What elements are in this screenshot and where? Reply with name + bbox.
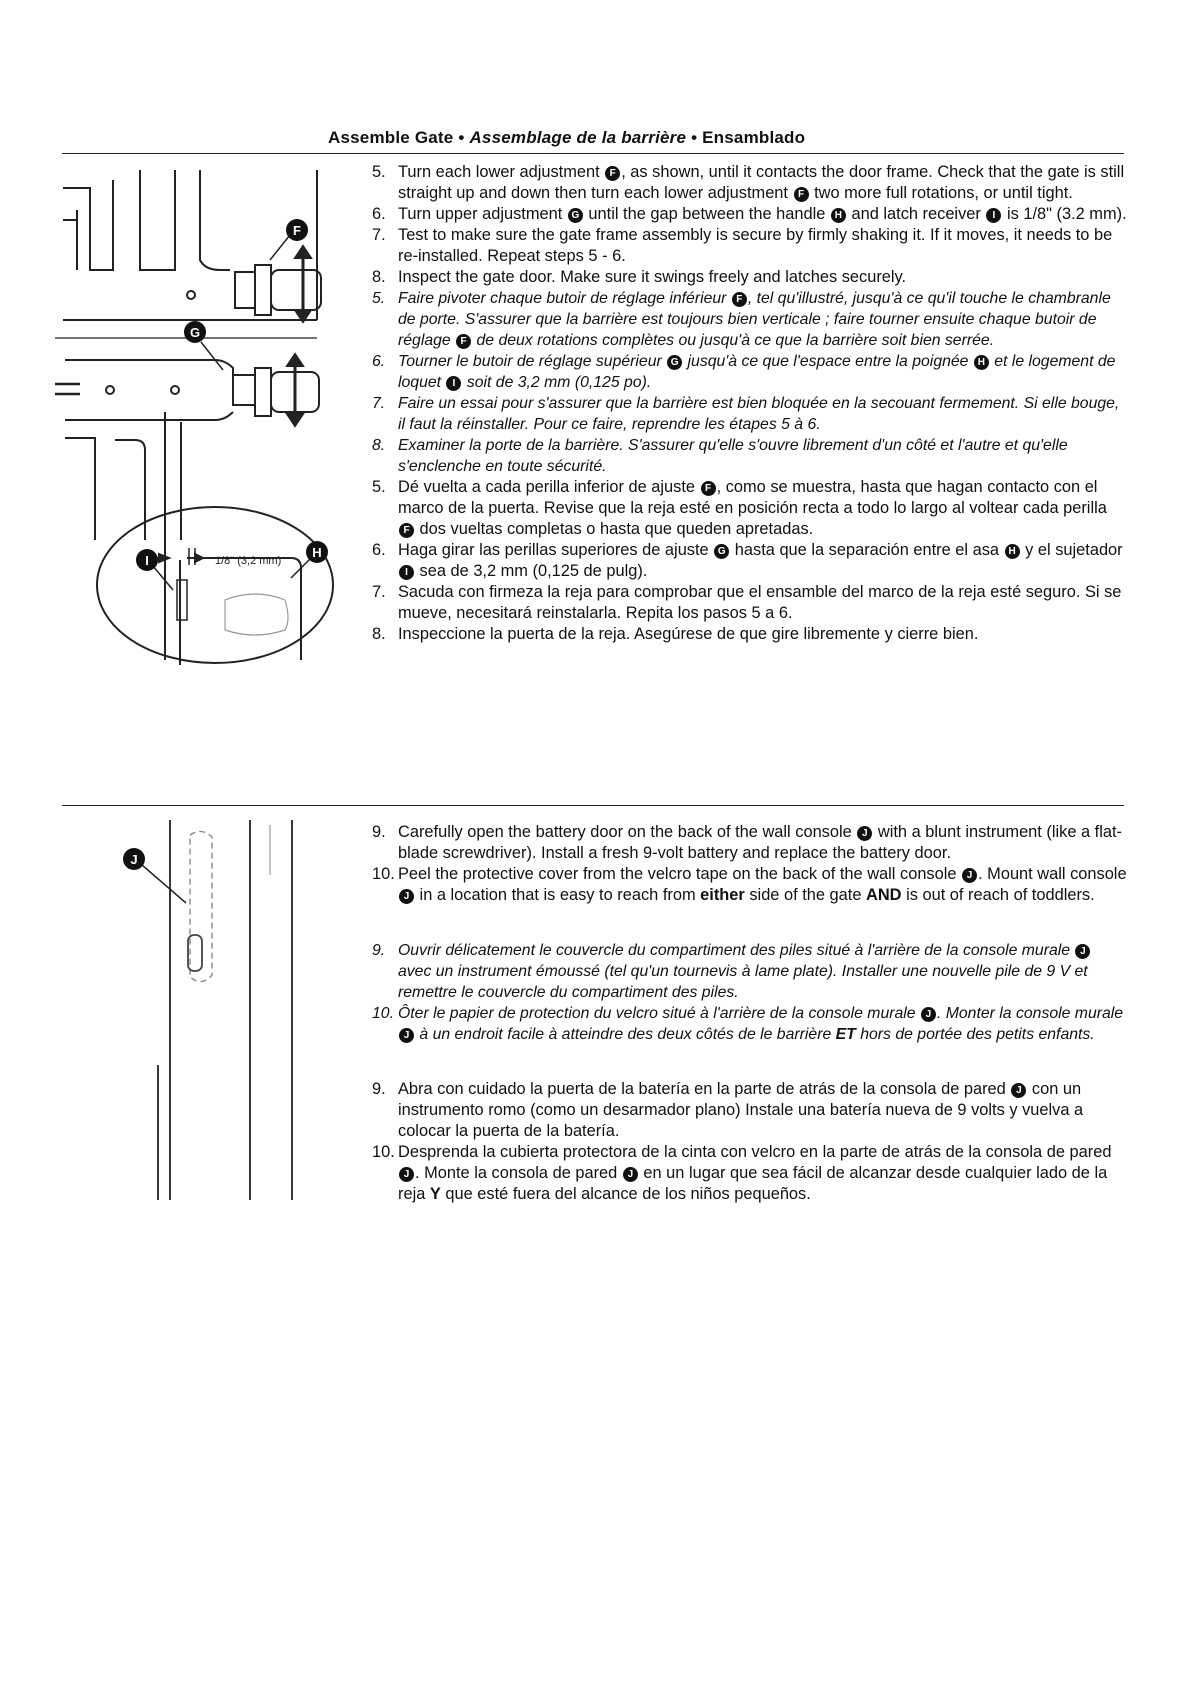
step-text: Peel the protective cover from the velcro tape on the back of the wall console (398, 865, 962, 883)
instruction-step (372, 204, 1127, 225)
step-text: . Monter la console murale (936, 1005, 1124, 1022)
step-number: 5. (372, 163, 386, 181)
callout-badge-icon: J (962, 868, 977, 883)
callout-badge-icon: F (399, 523, 414, 538)
step-number: 9. (372, 823, 386, 841)
page-title (328, 128, 805, 148)
step-number: 10. (372, 865, 395, 883)
step-text: dos vueltas completas o hasta que queden apretadas. (415, 520, 814, 538)
section-1-text (372, 162, 1127, 645)
section-divider (62, 805, 1124, 806)
step-text: sea de 3,2 mm (0,125 de pulg). (415, 562, 648, 580)
step-text: side of the gate (744, 886, 866, 904)
callout-badge-icon: I (399, 565, 414, 580)
step-text: Haga girar las perillas superiores de ajuste (398, 541, 714, 559)
title-french: Assemblage de la barrière (469, 128, 687, 147)
step-number: 6. (372, 541, 386, 559)
instruction-step (372, 1079, 1127, 1142)
step-text: and latch receiver (846, 205, 986, 223)
header-rule (62, 153, 1124, 154)
wall-console-outline (190, 831, 212, 981)
instruction-step (372, 225, 1127, 267)
instruction-step (372, 393, 1127, 435)
step-number: 6. (372, 353, 386, 370)
step-number: 10. (372, 1005, 394, 1022)
callout-badge-icon: J (399, 889, 414, 904)
callout-badge-icon: H (831, 208, 846, 223)
callout-badge-icon: G (714, 544, 729, 559)
instruction-step (372, 477, 1127, 540)
step-text: Inspect the gate door. Make sure it swings freely and latches securely. (398, 268, 907, 286)
step-text: y el sujetador (1020, 541, 1123, 559)
figure-wall-console (120, 815, 320, 1205)
step-emphasis: ET (835, 1026, 856, 1043)
step-emphasis: Y (429, 1185, 441, 1203)
callout-badge-icon: J (399, 1167, 414, 1182)
callout-badge-icon: J (399, 1028, 414, 1043)
callout-badge-icon: I (986, 208, 1001, 223)
instruction-step (372, 540, 1127, 582)
step-text: Examiner la porte de la barrière. S'assurer qu'elle s'ouvre librement d'un côté et l'autre et qu'elle s'enclenche en toute sécurité. (398, 437, 1068, 475)
step-text: Dé vuelta a cada perilla inferior de ajuste (398, 478, 700, 496)
step-text: Faire un essai pour s'assurer que la barrière est bien bloquée en la secouant fermement. Si elle bouge, il faut la réinstaller. Pour ce faire, reprendre les étapes 5 à 6. (398, 395, 1120, 433)
latch-detail-oval (97, 507, 333, 663)
instruction-step (372, 624, 1127, 645)
step-text: Tourner le butoir de réglage supérieur (398, 353, 667, 370)
lower-adjuster-knob (255, 265, 271, 315)
instruction-step (372, 1142, 1127, 1205)
step-text: con un instrumento romo (como un desarmador plano) Instale una batería nueva de 9 volts y vuelva a colocar la puerta de la batería. (398, 1080, 1084, 1140)
steps-french-2 (372, 940, 1127, 1045)
step-text: is 1/8" (3.2 mm). (1002, 205, 1127, 223)
callout-badge-icon: J (1075, 944, 1090, 959)
callout-badge-icon: F (794, 187, 809, 202)
step-number: 7. (372, 226, 386, 244)
step-text: soit de 3,2 mm (0,125 po). (462, 374, 652, 391)
gate-frame-top (63, 180, 113, 270)
callout-g (184, 321, 206, 343)
callout-j (123, 848, 145, 870)
steps-spanish-2 (372, 1079, 1127, 1205)
step-text: , as shown, until it contacts the door frame. Check that the gate is still straight up and down then turn each lower adjustment (398, 163, 1125, 202)
step-text: Inspeccione la puerta de la reja. Asegúrese de que gire libremente y cierre bien. (398, 625, 979, 643)
step-number: 7. (372, 395, 386, 412)
svg-text:F: F (293, 223, 301, 238)
step-number: 5. (372, 290, 386, 307)
step-text: et le logement de loquet (398, 353, 1116, 391)
step-number: 9. (372, 942, 386, 959)
callout-h (306, 541, 328, 563)
callout-badge-icon: J (857, 826, 872, 841)
svg-text:G: G (189, 325, 201, 340)
callout-badge-icon: F (605, 166, 620, 181)
step-number: 8. (372, 437, 386, 454)
callout-badge-icon: I (446, 376, 461, 391)
step-text: . Monte la consola de pared (415, 1164, 622, 1182)
step-number: 6. (372, 205, 386, 223)
callout-badge-icon: F (456, 334, 471, 349)
step-number: 9. (372, 1080, 386, 1098)
step-emphasis: either (700, 886, 745, 904)
step-text: two more full rotations, or until tight. (809, 184, 1073, 202)
steps-english-2 (372, 822, 1127, 906)
instruction-step (372, 435, 1127, 477)
step-text: avec un instrument émoussé (tel qu'un tournevis à lame plate). Installer une nouvelle pile de 9 V et remettre le couvercle du compartiment des piles. (398, 963, 1088, 1001)
callout-badge-icon: J (921, 1007, 936, 1022)
svg-text:J: J (130, 852, 138, 867)
step-emphasis: AND (866, 886, 902, 904)
instruction-step (372, 864, 1127, 906)
instruction-step (372, 940, 1127, 1003)
step-text: Ouvrir délicatement le couvercle du compartiment des piles situé à l'arrière de la console murale (398, 942, 1075, 959)
callout-badge-icon: G (667, 355, 682, 370)
callout-badge-icon: G (568, 208, 583, 223)
step-number: 8. (372, 268, 386, 286)
callout-i (136, 549, 158, 571)
instruction-step (372, 582, 1127, 624)
step-text: Faire pivoter chaque butoir de réglage inférieur (398, 290, 731, 307)
step-number: 7. (372, 583, 386, 601)
step-number: 5. (372, 478, 386, 496)
step-text: in a location that is easy to reach from (415, 886, 701, 904)
step-text: que esté fuera del alcance de los niños pequeños. (440, 1185, 811, 1203)
step-text: , tel qu'illustré, jusqu'à ce qu'il touche le chambranle de porte. S'assurer que la barrière est toujours bien verticale ; faire tourner ensuite chaque butoir de réglage (398, 290, 1111, 349)
step-text: en un lugar que sea fácil de alcanzar desde cualquier lado de la reja (398, 1164, 1108, 1203)
steps-spanish-1 (372, 477, 1127, 645)
instruction-step (372, 351, 1127, 393)
callout-badge-icon: F (701, 481, 716, 496)
callout-badge-icon: F (732, 292, 747, 307)
step-text: Turn upper adjustment (398, 205, 567, 223)
svg-text:I: I (145, 553, 149, 568)
step-text: à un endroit facile à atteindre des deux côtés de le barrière (415, 1026, 836, 1043)
instruction-step (372, 1003, 1127, 1045)
step-text: jusqu'à ce que l'espace entre la poignée (683, 353, 973, 370)
step-text: de deux rotations complètes ou jusqu'à ce que la barrière soit bien serrée. (472, 332, 995, 349)
instruction-step (372, 162, 1127, 204)
title-english: Assemble Gate • (328, 128, 465, 147)
gap-measurement-label: 1/8" (3,2 mm) (215, 555, 282, 567)
step-text: Ôter le papier de protection du velcro situé à l'arrière de la console murale (398, 1005, 920, 1022)
steps-english-1 (372, 162, 1127, 288)
step-text: Abra con cuidado la puerta de la batería en la parte de atrás de la consola de pared (398, 1080, 1011, 1098)
step-text: Carefully open the battery door on the back of the wall console (398, 823, 857, 841)
step-text: hasta que la separación entre el asa (730, 541, 1004, 559)
step-number: 10. (372, 1143, 395, 1161)
step-text: is out of reach of toddlers. (901, 886, 1095, 904)
instruction-step (372, 822, 1127, 864)
instruction-step (372, 288, 1127, 351)
svg-text:H: H (312, 545, 322, 560)
step-text: Desprenda la cubierta protectora de la cinta con velcro en la parte de atrás de la consola de pared (398, 1143, 1112, 1161)
upper-adjuster-knob (255, 368, 271, 416)
callout-f (286, 219, 308, 241)
callout-badge-icon: H (974, 355, 989, 370)
step-text: , como se muestra, hasta que hagan contacto con el marco de la puerta. Revise que la reja esté en posición recta a todo lo largo al voltear cada perilla (398, 478, 1107, 517)
callout-badge-icon: H (1005, 544, 1020, 559)
step-text: with a blunt instrument (like a flat-blade screwdriver). Install a fresh 9-volt battery and replace the battery door. (398, 823, 1123, 862)
step-text: . Mount wall console (978, 865, 1127, 883)
step-text: hors de portée des petits enfants. (855, 1026, 1095, 1043)
title-spanish: • Ensamblado (691, 128, 806, 147)
step-text: Test to make sure the gate frame assembly is secure by firmly shaking it. If it moves, it needs to be re-installed. Repeat steps 5 - 6. (398, 226, 1113, 265)
callout-badge-icon: J (1011, 1083, 1026, 1098)
figure-gate-adjustment (55, 160, 365, 700)
steps-french-1 (372, 288, 1127, 477)
step-text: Turn each lower adjustment (398, 163, 605, 181)
callout-badge-icon: J (623, 1167, 638, 1182)
instruction-step (372, 267, 1127, 288)
step-text: until the gap between the handle (583, 205, 830, 223)
step-number: 8. (372, 625, 386, 643)
step-text: Sacuda con firmeza la reja para comprobar que el ensamble del marco de la reja esté seguro. Si se mueve, necesitará reinstalarla. Repita los pasos 5 a 6. (398, 583, 1122, 622)
section-2-text (372, 822, 1127, 1205)
